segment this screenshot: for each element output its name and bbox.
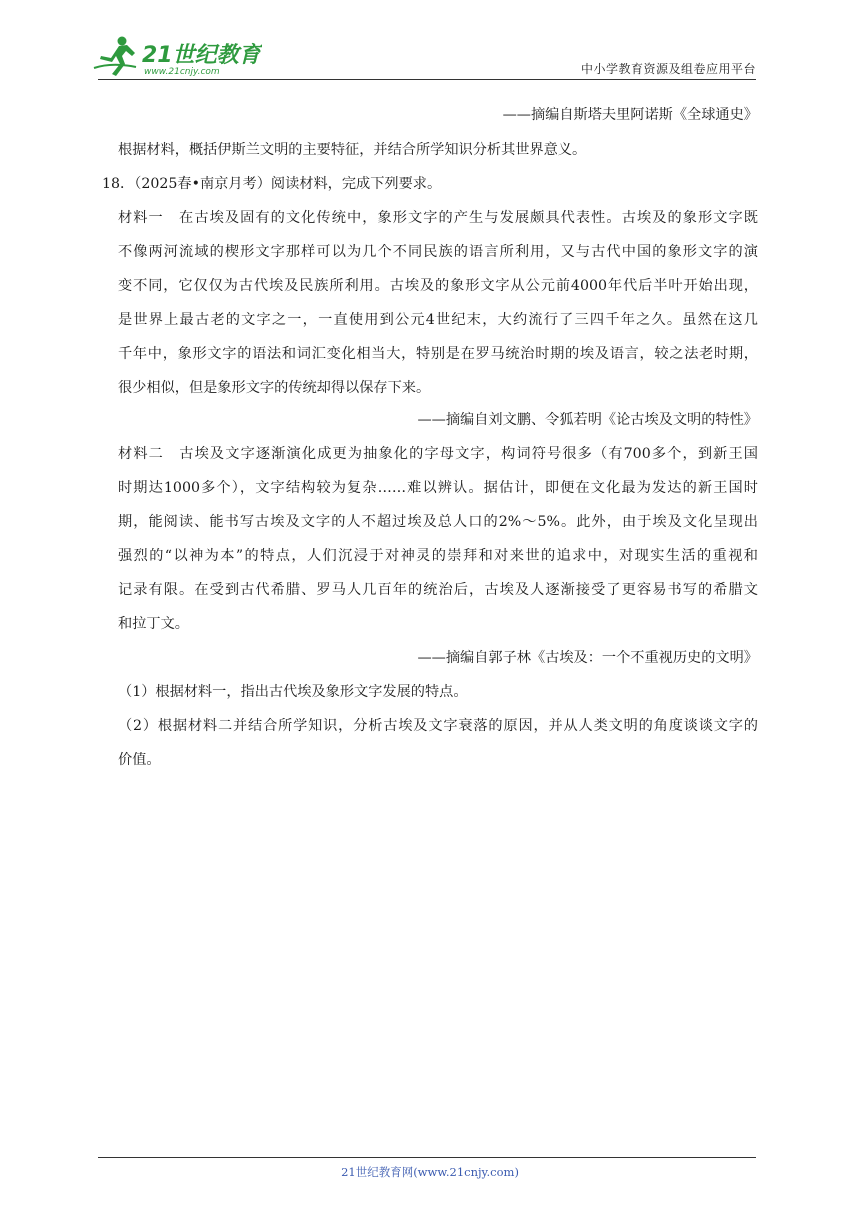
material2-line: 和拉丁文。 <box>118 616 189 632</box>
prev-source: ——摘编自斯塔夫里阿诺斯《全球通史》 <box>502 107 758 123</box>
sub-question-1: （1）根据材料一，指出古代埃及象形文字发展的特点。 <box>118 684 468 700</box>
brand-text: 21世纪教育 <box>142 43 261 68</box>
platform-label: 中小学教育资源及组卷应用平台 <box>580 62 756 76</box>
material1-source: ——摘编自刘文鹏、令狐若明《论古埃及文明的特性》 <box>417 412 758 428</box>
material1-line: 千年中，象形文字的语法和词汇变化相当大，特别是在罗马统治时期的埃及语言，较之法老时期， <box>118 346 758 362</box>
material2-line: 记录有限。在受到古代希腊、罗马人几百年的统治后，古埃及人逐渐接受了更容易书写的希腊文 <box>118 582 758 598</box>
material2-line: 期，能阅读、能书写古埃及文字的人不超过埃及总人口的2%～5%。此外，由于埃及文化呈现出 <box>118 514 758 530</box>
material2-line: 时期达1000多个），文字结构较为复杂……难以辨认。据估计，即便在文化最为发达的新王国时 <box>118 480 758 496</box>
prev-prompt: 根据材料，概括伊斯兰文明的主要特征，并结合所学知识分析其世界意义。 <box>118 142 587 158</box>
material1-line: 变不同，它仅仅为古代埃及民族所利用。古埃及的象形文字从公元前4000年代后半叶开始出现， <box>118 278 758 294</box>
question-number-line: 18．（2025春•南京月考）阅读材料，完成下列要求。 <box>102 176 442 192</box>
footer-divider <box>98 1157 756 1158</box>
sub-question-2-line: 价值。 <box>118 752 161 768</box>
material2-line: 强烈的“以神为本”的特点，人们沉浸于对神灵的崇拜和对来世的追求中，对现实生活的重视和 <box>118 548 758 564</box>
footer-link[interactable]: 21世纪教育网(www.21cnjy.com) <box>341 1165 519 1179</box>
material2-line: 材料二 古埃及文字逐渐演化成更为抽象化的字母文字，构词符号很多（有700多个，到新王国 <box>118 446 758 462</box>
brand-url: www.21cnjy.com <box>144 67 220 77</box>
site-logo <box>92 34 262 78</box>
material1-line: 不像两河流域的楔形文字那样可以为几个不同民族的语言所利用，又与古代中国的象形文字的演 <box>118 244 758 260</box>
header-divider <box>98 79 756 80</box>
sub-question-2-line: （2）根据材料二并结合所学知识，分析古埃及文字衰落的原因，并从人类文明的角度谈谈文字的 <box>118 718 758 734</box>
runner-icon <box>94 37 136 77</box>
material1-line: 很少相似，但是象形文字的传统却得以保存下来。 <box>118 380 431 396</box>
material2-source: ——摘编自郭子林《古埃及：一个不重视历史的文明》 <box>417 650 758 666</box>
material1-line: 材料一 在古埃及固有的文化传统中，象形文字的产生与发展颇具代表性。古埃及的象形文字既 <box>118 210 758 226</box>
material1-line: 是世界上最古老的文字之一，一直使用到公元4世纪末，大约流行了三四千年之久。虽然在这几 <box>118 312 758 328</box>
